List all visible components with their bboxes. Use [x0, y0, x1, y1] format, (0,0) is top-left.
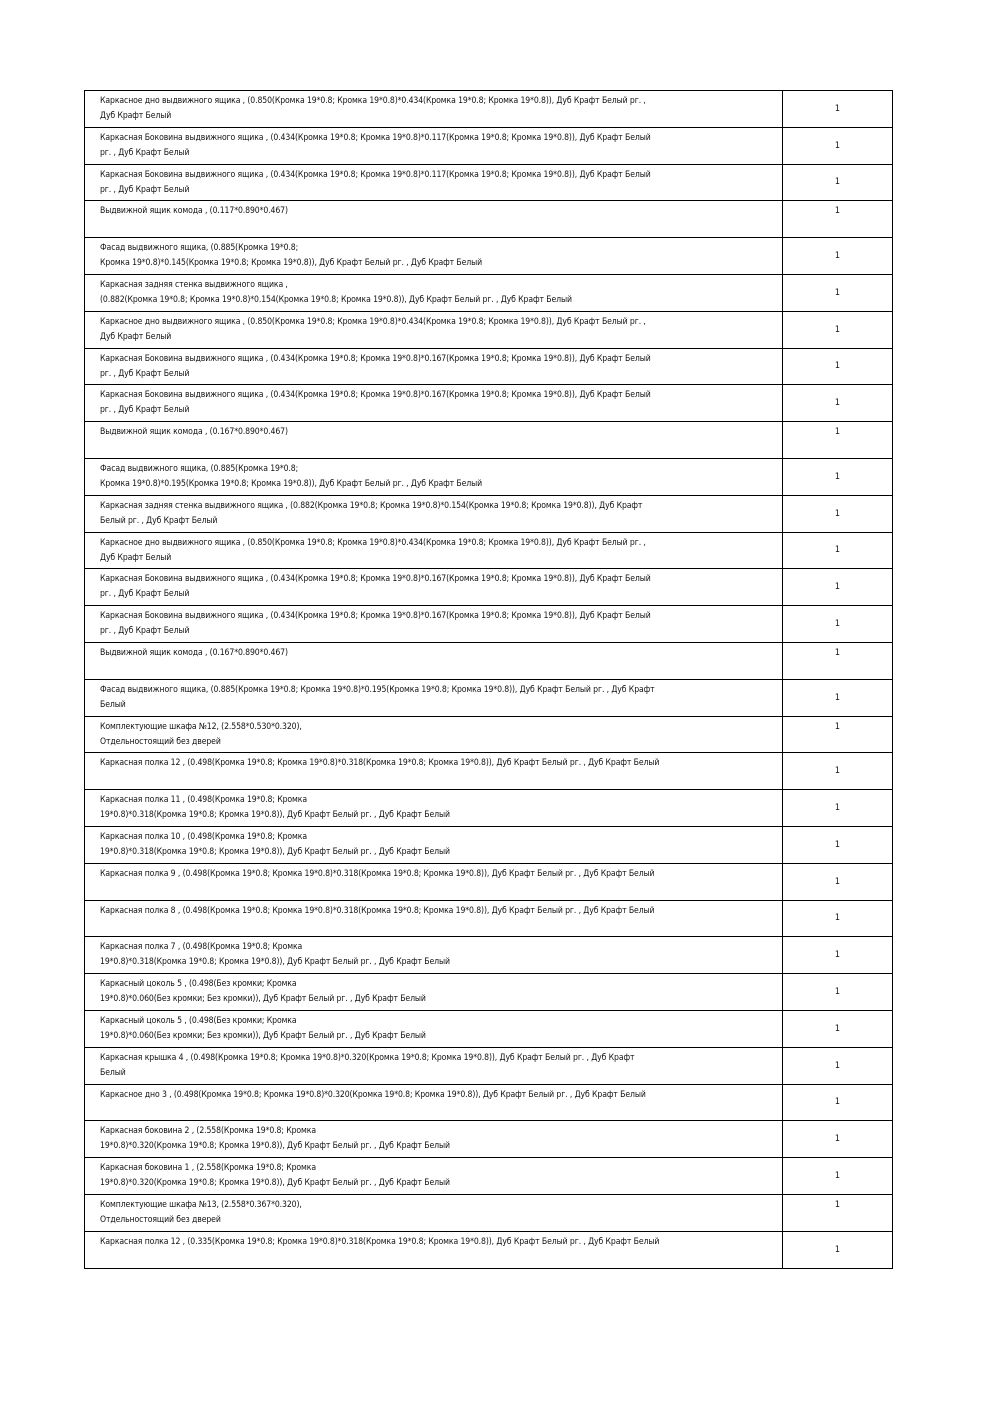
- description-line: рг. , Дуб Крафт Белый: [100, 589, 190, 600]
- item-quantity: 1: [783, 274, 893, 311]
- item-description: [85, 127, 783, 164]
- item-quantity: 1: [783, 348, 893, 385]
- description-line: Дуб Крафт Белый: [100, 111, 172, 121]
- item-quantity: 1: [783, 127, 893, 164]
- item-description: [85, 201, 783, 238]
- table-row: [85, 974, 893, 1011]
- table-row: [85, 1158, 893, 1195]
- table-row: [85, 1231, 893, 1268]
- table-row: [85, 311, 893, 348]
- description-line: Белый: [100, 1067, 126, 1078]
- description-line: Выдвижной ящик комода , (0.167*0.890*0.467): [100, 647, 288, 658]
- item-description: [85, 974, 783, 1011]
- item-description: [85, 753, 783, 790]
- item-description: [85, 91, 783, 128]
- item-description: [85, 863, 783, 900]
- item-description: [85, 679, 783, 716]
- description-line: 19*0.8)*0.318(Кромка 19*0.8; Кромка 19*0.8)), Дуб Крафт Белый рг. , Дуб Крафт Белый: [100, 810, 450, 821]
- table-row: [85, 753, 893, 790]
- item-quantity: 1: [783, 385, 893, 422]
- table-row: [85, 606, 893, 643]
- item-description: [85, 385, 783, 422]
- description-line: Каркасный цоколь 5 , (0.498(Без кромки; Кромка: [100, 1015, 297, 1026]
- item-description: [85, 311, 783, 348]
- item-description: [85, 274, 783, 311]
- table-row: [85, 238, 893, 275]
- description-line: Комплектующие шкафа №12, (2.558*0.530*0.320),: [100, 721, 302, 732]
- description-line: Отдельностоящий без дверей: [100, 1214, 221, 1225]
- description-line: Каркасная боковина 1 , (2.558(Кромка 19*0.8; Кромка: [100, 1163, 317, 1174]
- description-line: 19*0.8)*0.320(Кромка 19*0.8; Кромка 19*0.8)), Дуб Крафт Белый рг. , Дуб Крафт Белый: [100, 1178, 450, 1189]
- item-quantity: 1: [783, 495, 893, 532]
- item-description: [85, 1047, 783, 1084]
- description-line: (0.882(Кромка 19*0.8; Кромка 19*0.8)*0.154(Кромка 19*0.8; Кромка 19*0.8)), Дуб Крафт Белый рг. , Дуб Крафт Белый: [100, 294, 572, 305]
- description-line: Отдельностоящий без дверей: [100, 736, 221, 747]
- item-description: [85, 238, 783, 275]
- table-row: [85, 569, 893, 606]
- item-quantity: 1: [783, 679, 893, 716]
- item-description: [85, 790, 783, 827]
- description-line: Дуб Крафт Белый: [100, 552, 172, 563]
- table-row: [85, 1194, 893, 1231]
- description-line: Каркасная задняя стенка выдвижного ящика ,: [100, 279, 288, 290]
- item-description: [85, 164, 783, 201]
- item-quantity: 1: [783, 1084, 893, 1121]
- description-line: Выдвижной ящик комода , (0.117*0.890*0.467): [100, 206, 288, 217]
- table-row: [85, 127, 893, 164]
- item-quantity: 1: [783, 716, 893, 753]
- table-row: [85, 495, 893, 532]
- description-line: Каркасная боковина 2 , (2.558(Кромка 19*0.8; Кромка: [100, 1126, 317, 1137]
- description-line: Каркасное дно выдвижного ящика , (0.850(Кромка 19*0.8; Кромка 19*0.8)*0.434(Кромка 19*0.8; Кромка 19*0.8)), Дуб Крафт Белый рг. ,: [100, 316, 646, 327]
- description-line: Каркасная полка 12 , (0.335(Кромка 19*0.8; Кромка 19*0.8)*0.318(Кромка 19*0.8; Кромка 19*0.8)), Дуб Крафт Белый рг. , Дуб Крафт Белый: [100, 1236, 660, 1247]
- table-row: [85, 274, 893, 311]
- description-line: Кромка 19*0.8)*0.145(Кромка 19*0.8; Кромка 19*0.8)), Дуб Крафт Белый рг. , Дуб Крафт Белый: [100, 258, 483, 269]
- item-quantity: 1: [783, 790, 893, 827]
- item-quantity: 1: [783, 1194, 893, 1231]
- description-line: 19*0.8)*0.060(Без кромки; Без кромки)), Дуб Крафт Белый рг. , Дуб Крафт Белый: [100, 994, 426, 1005]
- description-line: рг. , Дуб Крафт Белый: [100, 147, 190, 158]
- table-row: [85, 1047, 893, 1084]
- table-row: [85, 201, 893, 238]
- description-line: Дуб Крафт Белый: [100, 331, 172, 342]
- table-row: [85, 716, 893, 753]
- table-row: [85, 348, 893, 385]
- item-description: [85, 348, 783, 385]
- item-quantity: 1: [783, 1010, 893, 1047]
- description-line: Каркасная Боковина выдвижного ящика , (0.434(Кромка 19*0.8; Кромка 19*0.8)*0.167(Кромка 19*0.8; Кромка 19*0.8)), Дуб Крафт Белый: [100, 353, 651, 364]
- item-quantity: 1: [783, 311, 893, 348]
- table-row: [85, 679, 893, 716]
- item-quantity: 1: [783, 900, 893, 937]
- table-row: [85, 164, 893, 201]
- item-description: [85, 1121, 783, 1158]
- table-row: [85, 826, 893, 863]
- item-description: [85, 532, 783, 569]
- item-quantity: 1: [783, 642, 893, 679]
- description-line: рг. , Дуб Крафт Белый: [100, 184, 190, 195]
- table-row: [85, 532, 893, 569]
- table-row: [85, 385, 893, 422]
- item-description: [85, 1158, 783, 1195]
- item-quantity: 1: [783, 91, 893, 128]
- description-line: Комплектующие шкафа №13, (2.558*0.367*0.320),: [100, 1199, 302, 1210]
- item-description: [85, 1194, 783, 1231]
- description-line: Выдвижной ящик комода , (0.167*0.890*0.467): [100, 427, 288, 438]
- item-quantity: 1: [783, 606, 893, 643]
- description-line: Каркасная Боковина выдвижного ящика , (0.434(Кромка 19*0.8; Кромка 19*0.8)*0.117(Кромка 19*0.8; Кромка 19*0.8)), Дуб Крафт Белый: [100, 169, 651, 180]
- item-description: [85, 458, 783, 495]
- table-row: [85, 900, 893, 937]
- table-row: [85, 1010, 893, 1047]
- item-quantity: 1: [783, 164, 893, 201]
- table-row: [85, 458, 893, 495]
- description-line: Каркасная полка 7 , (0.498(Кромка 19*0.8; Кромка: [100, 942, 303, 953]
- table-row: [85, 1084, 893, 1121]
- item-quantity: 1: [783, 753, 893, 790]
- item-description: [85, 1084, 783, 1121]
- description-line: 19*0.8)*0.060(Без кромки; Без кромки)), Дуб Крафт Белый рг. , Дуб Крафт Белый: [100, 1030, 426, 1041]
- description-line: рг. , Дуб Крафт Белый: [100, 626, 190, 637]
- item-quantity: 1: [783, 422, 893, 459]
- table-row: [85, 91, 893, 128]
- item-description: [85, 569, 783, 606]
- description-line: Каркасное дно выдвижного ящика , (0.850(Кромка 19*0.8; Кромка 19*0.8)*0.434(Кромка 19*0.8; Кромка 19*0.8)), Дуб Крафт Белый рг. ,: [100, 537, 646, 548]
- description-line: 19*0.8)*0.320(Кромка 19*0.8; Кромка 19*0.8)), Дуб Крафт Белый рг. , Дуб Крафт Белый: [100, 1141, 450, 1152]
- item-quantity: 1: [783, 1158, 893, 1195]
- item-description: [85, 495, 783, 532]
- description-line: рг. , Дуб Крафт Белый: [100, 405, 190, 416]
- description-line: Каркасная полка 9 , (0.498(Кромка 19*0.8; Кромка 19*0.8)*0.318(Кромка 19*0.8; Кромка 19*0.8)), Дуб Крафт Белый рг. , Дуб Крафт Белый: [100, 868, 655, 879]
- item-description: [85, 1010, 783, 1047]
- description-line: Белый рг. , Дуб Крафт Белый: [100, 515, 218, 526]
- description-line: Каркасная крышка 4 , (0.498(Кромка 19*0.8; Кромка 19*0.8)*0.320(Кромка 19*0.8; Кромка 19*0.8)), Дуб Крафт Белый рг. , Дуб Крафт: [100, 1052, 635, 1063]
- item-quantity: 1: [783, 937, 893, 974]
- description-line: Каркасный цоколь 5 , (0.498(Без кромки; Кромка: [100, 979, 297, 990]
- description-line: Каркасная полка 8 , (0.498(Кромка 19*0.8; Кромка 19*0.8)*0.318(Кромка 19*0.8; Кромка 19*0.8)), Дуб Крафт Белый рг. , Дуб Крафт Белый: [100, 905, 655, 916]
- description-line: Каркасная полка 10 , (0.498(Кромка 19*0.8; Кромка: [100, 831, 307, 842]
- description-line: Каркасная Боковина выдвижного ящика , (0.434(Кромка 19*0.8; Кромка 19*0.8)*0.167(Кромка 19*0.8; Кромка 19*0.8)), Дуб Крафт Белый: [100, 390, 651, 401]
- item-quantity: 1: [783, 1231, 893, 1268]
- description-line: Каркасная Боковина выдвижного ящика , (0.434(Кромка 19*0.8; Кромка 19*0.8)*0.167(Кромка 19*0.8; Кромка 19*0.8)), Дуб Крафт Белый: [100, 611, 651, 622]
- item-quantity: 1: [783, 458, 893, 495]
- description-line: Кромка 19*0.8)*0.195(Кромка 19*0.8; Кромка 19*0.8)), Дуб Крафт Белый рг. , Дуб Крафт Белый: [100, 478, 483, 489]
- description-line: Фасад выдвижного ящика, (0.885(Кромка 19*0.8;: [100, 243, 299, 254]
- description-line: Каркасное дно 3 , (0.498(Кромка 19*0.8; Кромка 19*0.8)*0.320(Кромка 19*0.8; Кромка 19*0.8)), Дуб Крафт Белый рг. , Дуб Крафт Белый: [100, 1089, 646, 1100]
- item-quantity: 1: [783, 238, 893, 275]
- item-quantity: 1: [783, 532, 893, 569]
- item-quantity: 1: [783, 569, 893, 606]
- description-line: Каркасная полка 11 , (0.498(Кромка 19*0.8; Кромка: [100, 795, 307, 806]
- table-row: [85, 422, 893, 459]
- item-description: [85, 900, 783, 937]
- description-line: 19*0.8)*0.318(Кромка 19*0.8; Кромка 19*0.8)), Дуб Крафт Белый рг. , Дуб Крафт Белый: [100, 957, 450, 968]
- description-line: Каркасная полка 12 , (0.498(Кромка 19*0.8; Кромка 19*0.8)*0.318(Кромка 19*0.8; Кромка 19*0.8)), Дуб Крафт Белый рг. , Дуб Крафт Белый: [100, 758, 660, 769]
- description-line: 19*0.8)*0.318(Кромка 19*0.8; Кромка 19*0.8)), Дуб Крафт Белый рг. , Дуб Крафт Белый: [100, 846, 450, 857]
- table-row: [85, 1121, 893, 1158]
- item-description: [85, 826, 783, 863]
- item-quantity: 1: [783, 863, 893, 900]
- table-row: [85, 790, 893, 827]
- item-quantity: 1: [783, 201, 893, 238]
- item-description: [85, 1231, 783, 1268]
- table-row: [85, 642, 893, 679]
- item-description: [85, 606, 783, 643]
- item-description: [85, 937, 783, 974]
- item-quantity: 1: [783, 974, 893, 1011]
- item-quantity: 1: [783, 826, 893, 863]
- item-quantity: 1: [783, 1121, 893, 1158]
- item-description: [85, 716, 783, 753]
- description-line: Фасад выдвижного ящика, (0.885(Кромка 19*0.8;: [100, 463, 299, 474]
- table-row: [85, 937, 893, 974]
- description-line: Каркасное дно выдвижного ящика , (0.850(Кромка 19*0.8; Кромка 19*0.8)*0.434(Кромка 19*0.8; Кромка 19*0.8)), Дуб Крафт Белый рг. ,: [100, 96, 646, 106]
- table-row: [85, 863, 893, 900]
- description-line: Каркасная Боковина выдвижного ящика , (0.434(Кромка 19*0.8; Кромка 19*0.8)*0.167(Кромка 19*0.8; Кромка 19*0.8)), Дуб Крафт Белый: [100, 574, 651, 585]
- description-line: Каркасная задняя стенка выдвижного ящика , (0.882(Кромка 19*0.8; Кромка 19*0.8)*0.154(Кромка 19*0.8; Кромка 19*0.8)), Дуб Крафт: [100, 500, 643, 511]
- description-line: Белый: [100, 699, 126, 710]
- item-description: [85, 422, 783, 459]
- item-description: [85, 642, 783, 679]
- description-line: Каркасная Боковина выдвижного ящика , (0.434(Кромка 19*0.8; Кромка 19*0.8)*0.117(Кромка 19*0.8; Кромка 19*0.8)), Дуб Крафт Белый: [100, 132, 651, 143]
- item-quantity: 1: [783, 1047, 893, 1084]
- parts-table: [84, 90, 893, 1269]
- description-line: Фасад выдвижного ящика, (0.885(Кромка 19*0.8; Кромка 19*0.8)*0.195(Кромка 19*0.8; Кромка 19*0.8)), Дуб Крафт Белый рг. , Дуб Крафт: [100, 684, 655, 695]
- description-line: рг. , Дуб Крафт Белый: [100, 368, 190, 379]
